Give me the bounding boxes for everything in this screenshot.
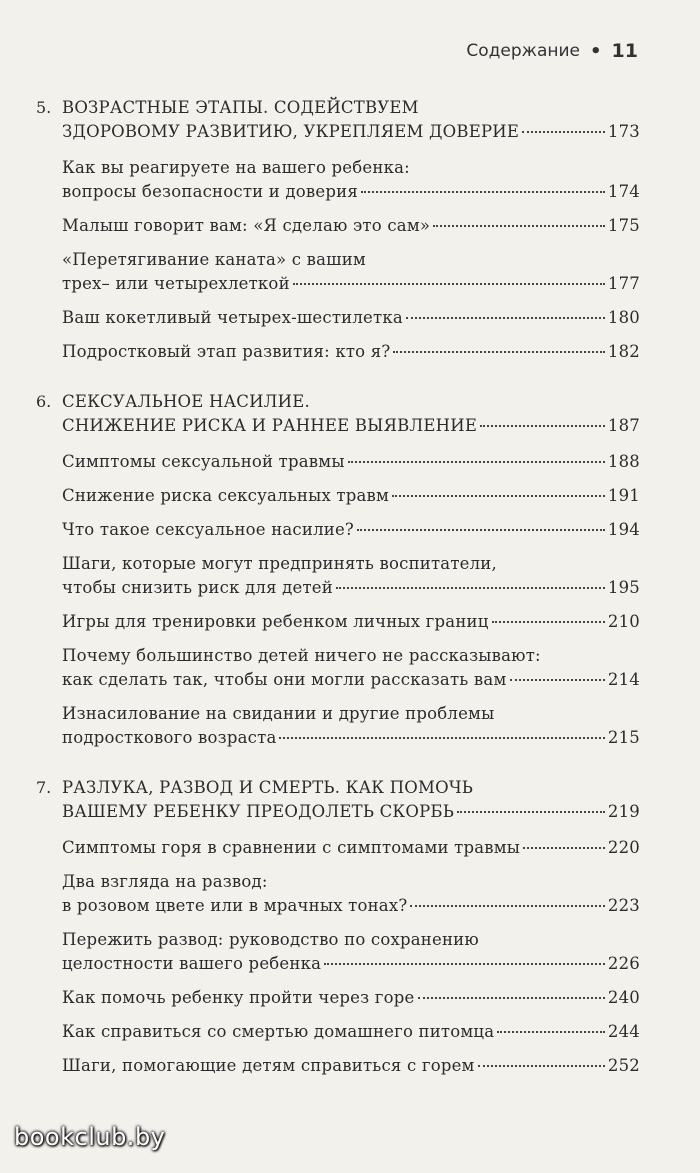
entry-line bbox=[62, 306, 640, 330]
entry-line bbox=[62, 702, 640, 726]
toc-entry bbox=[36, 836, 640, 860]
toc-entry bbox=[36, 306, 640, 330]
dot-leader bbox=[279, 737, 604, 739]
section-title-text: СЕКСУАЛЬНОЕ НАСИЛИЕ. bbox=[62, 392, 310, 411]
toc-entry bbox=[36, 870, 640, 918]
toc-entry bbox=[36, 1054, 640, 1078]
section-title-text: ЗДОРОВОМУ РАЗВИТИЮ, УКРЕПЛЯЕМ ДОВЕРИЕ bbox=[62, 122, 520, 141]
entry-line bbox=[62, 1020, 640, 1044]
section-title-line bbox=[62, 800, 640, 824]
entry-page: 174 bbox=[607, 182, 640, 201]
section-title-text: СНИЖЕНИЕ РИСКА И РАННЕЕ ВЫЯВЛЕНИЕ bbox=[62, 416, 478, 435]
dot-leader bbox=[393, 351, 605, 353]
entry-line bbox=[62, 668, 640, 692]
page-number: 11 bbox=[611, 40, 638, 62]
toc-entry bbox=[36, 702, 640, 750]
entry-line bbox=[62, 214, 640, 238]
entry-line bbox=[62, 986, 640, 1010]
entry-text: вопросы безопасности и доверия bbox=[62, 182, 358, 201]
toc-entry bbox=[36, 986, 640, 1010]
entry-line bbox=[62, 552, 640, 576]
toc-section bbox=[36, 390, 640, 750]
entry-page: 226 bbox=[607, 954, 640, 973]
entry-text: трех– или четырехлеткой bbox=[62, 274, 290, 293]
entry-page: 191 bbox=[607, 486, 640, 505]
entry-text: Ваш кокетливый четырех-шестилетка bbox=[62, 308, 403, 327]
section-title-text: РАЗЛУКА, РАЗВОД И СМЕРТЬ. КАК ПОМОЧЬ bbox=[62, 778, 474, 797]
entry-line bbox=[62, 576, 640, 600]
entry-line bbox=[62, 952, 640, 976]
entry-page: 177 bbox=[607, 274, 640, 293]
entry-text: Изнасилование на свидании и другие проблемы bbox=[62, 704, 495, 723]
entry-text: в розовом цвете или в мрачных тонах? bbox=[62, 896, 408, 915]
section-title-line bbox=[62, 776, 640, 800]
entry-line bbox=[62, 248, 640, 272]
entry-line bbox=[62, 1054, 640, 1078]
toc-entry bbox=[36, 644, 640, 692]
entry-page: 214 bbox=[607, 670, 640, 689]
entry-page: 244 bbox=[607, 1022, 640, 1041]
toc-entry bbox=[36, 928, 640, 976]
entry-page: 175 bbox=[607, 216, 640, 235]
entry-text: Как помочь ребенку пройти через горе bbox=[62, 988, 415, 1007]
toc-entry bbox=[36, 518, 640, 542]
dot-leader bbox=[497, 1031, 605, 1033]
dot-leader bbox=[523, 847, 605, 849]
header-title: Содержание bbox=[466, 41, 581, 61]
entry-text: подросткового возраста bbox=[62, 728, 277, 747]
entry-page: 180 bbox=[607, 308, 640, 327]
dot-leader bbox=[336, 587, 605, 589]
entry-text: Подростковый этап развития: кто я? bbox=[62, 342, 391, 361]
section-title-line bbox=[62, 390, 640, 414]
dot-leader bbox=[522, 131, 605, 133]
entry-text: Симптомы горя в сравнении с симптомами травмы bbox=[62, 838, 521, 857]
entry-line bbox=[62, 340, 640, 364]
toc-entry bbox=[36, 214, 640, 238]
section-number: 5. bbox=[36, 98, 52, 117]
entry-text: Шаги, которые могут предпринять воспитатели, bbox=[62, 554, 497, 573]
section-page: 187 bbox=[607, 416, 640, 435]
toc-entry bbox=[36, 1020, 640, 1044]
toc-section bbox=[36, 776, 640, 1078]
toc-entry bbox=[36, 450, 640, 474]
entry-line bbox=[62, 726, 640, 750]
dot-leader bbox=[324, 963, 605, 965]
toc-entry bbox=[36, 552, 640, 600]
dot-leader bbox=[348, 461, 605, 463]
entry-text: как сделать так, чтобы они могли рассказать вам bbox=[62, 670, 507, 689]
entry-line bbox=[62, 450, 640, 474]
dot-leader bbox=[418, 997, 605, 999]
entry-text: Симптомы сексуальной травмы bbox=[62, 452, 345, 471]
toc-entry bbox=[36, 340, 640, 364]
section-number: 6. bbox=[36, 392, 52, 411]
entry-text: чтобы снизить риск для детей bbox=[62, 578, 333, 597]
entry-text: «Перетягивание каната» с вашим bbox=[62, 250, 366, 269]
section-page: 219 bbox=[607, 802, 640, 821]
header-separator: • bbox=[590, 40, 602, 62]
entry-text: Как вы реагируете на вашего ребенка: bbox=[62, 158, 410, 177]
section-heading bbox=[36, 96, 640, 144]
entry-line bbox=[62, 156, 640, 180]
dot-leader bbox=[406, 317, 605, 319]
dot-leader bbox=[457, 811, 605, 813]
dot-leader bbox=[478, 1065, 605, 1067]
section-title-text: ВАШЕМУ РЕБЕНКУ ПРЕОДОЛЕТЬ СКОРБЬ bbox=[62, 802, 455, 821]
section-title-line bbox=[62, 96, 640, 120]
entry-page: 252 bbox=[607, 1056, 640, 1075]
entry-text: Почему большинство детей ничего не рассказывают: bbox=[62, 646, 541, 665]
entry-line bbox=[62, 484, 640, 508]
section-heading bbox=[36, 776, 640, 824]
entry-line bbox=[62, 870, 640, 894]
dot-leader bbox=[510, 679, 605, 681]
entry-text: целостности вашего ребенка bbox=[62, 954, 322, 973]
entry-text: Пережить развод: руководство по сохранению bbox=[62, 930, 479, 949]
dot-leader bbox=[492, 621, 605, 623]
watermark: bookclub.by bbox=[14, 1123, 166, 1151]
toc-section bbox=[36, 96, 640, 364]
section-title-text: ВОЗРАСТНЫЕ ЭТАПЫ. СОДЕЙСТВУЕМ bbox=[62, 98, 419, 117]
entry-line bbox=[62, 894, 640, 918]
entry-text: Снижение риска сексуальных травм bbox=[62, 486, 390, 505]
toc-entry bbox=[36, 248, 640, 296]
toc-entry bbox=[36, 156, 640, 204]
entry-text: Шаги, помогающие детям справиться с горем bbox=[62, 1056, 475, 1075]
toc-entry bbox=[36, 610, 640, 634]
dot-leader bbox=[410, 905, 605, 907]
entry-page: 220 bbox=[607, 838, 640, 857]
entry-line bbox=[62, 928, 640, 952]
entry-text: Как справиться со смертью домашнего питомца bbox=[62, 1022, 495, 1041]
section-title-line bbox=[62, 120, 640, 144]
entry-line bbox=[62, 518, 640, 542]
dot-leader bbox=[480, 425, 605, 427]
entry-text: Что такое сексуальное насилие? bbox=[62, 520, 354, 539]
entry-line bbox=[62, 644, 640, 668]
section-number: 7. bbox=[36, 778, 52, 797]
section-title-line bbox=[62, 414, 640, 438]
entry-line bbox=[62, 272, 640, 296]
section-page: 173 bbox=[607, 122, 640, 141]
dot-leader bbox=[392, 495, 605, 497]
dot-leader bbox=[293, 283, 605, 285]
section-heading bbox=[36, 390, 640, 438]
entry-page: 223 bbox=[607, 896, 640, 915]
running-header bbox=[466, 40, 638, 62]
entry-line bbox=[62, 180, 640, 204]
entry-page: 194 bbox=[607, 520, 640, 539]
entry-page: 215 bbox=[607, 728, 640, 747]
entry-line bbox=[62, 836, 640, 860]
dot-leader bbox=[357, 529, 605, 531]
dot-leader bbox=[433, 225, 605, 227]
entry-text: Малыш говорит вам: «Я сделаю это сам» bbox=[62, 216, 431, 235]
table-of-contents bbox=[36, 96, 640, 1104]
entry-page: 195 bbox=[607, 578, 640, 597]
toc-entry bbox=[36, 484, 640, 508]
entry-page: 240 bbox=[607, 988, 640, 1007]
entry-text: Игры для тренировки ребенком личных границ bbox=[62, 612, 489, 631]
entry-line bbox=[62, 610, 640, 634]
entry-text: Два взгляда на развод: bbox=[62, 872, 268, 891]
entry-page: 210 bbox=[607, 612, 640, 631]
entry-page: 182 bbox=[607, 342, 640, 361]
entry-page: 188 bbox=[607, 452, 640, 471]
dot-leader bbox=[361, 191, 605, 193]
